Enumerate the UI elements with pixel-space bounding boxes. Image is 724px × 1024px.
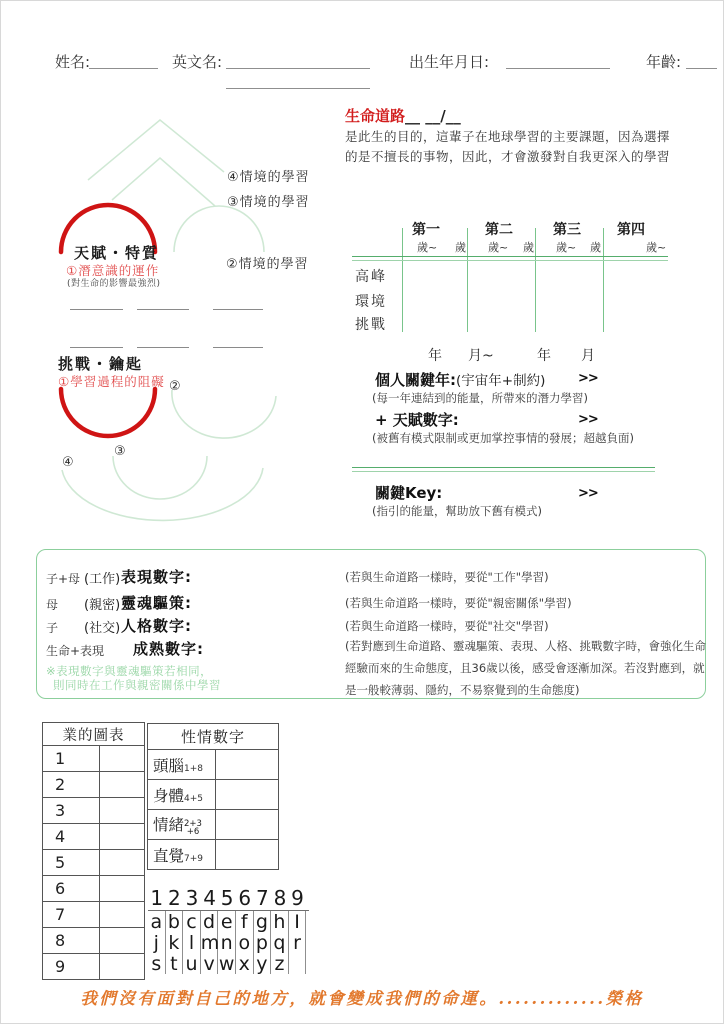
karma-chart-table <box>42 722 145 980</box>
personal-key-year-row <box>375 369 545 390</box>
expression-prefix: 子+母 <box>46 572 81 586</box>
temperament-body <box>148 780 216 810</box>
challenge-arc-4 <box>62 468 263 520</box>
letter-g: g <box>254 911 272 932</box>
grid-numbers-row <box>148 886 309 910</box>
letter-v: v <box>201 953 219 974</box>
letter-j: j <box>148 932 166 953</box>
karma-table-title: 業的圖表 <box>43 723 145 746</box>
letter-e: e <box>218 911 236 932</box>
personal-key-year-note: (每一年連結到的能量，所帶來的潛力學習) <box>372 391 588 405</box>
karma-row-9: 9 <box>43 954 100 980</box>
challenge-blank-2 <box>137 347 189 348</box>
karma-row-8: 8 <box>43 928 100 954</box>
age-to-1: 歲 <box>455 241 466 254</box>
age-from-4: 歲~ <box>646 241 667 254</box>
talent-trait-title: 天賦・特質 <box>74 244 160 262</box>
emotion-sub-top: 2+3 <box>184 819 202 829</box>
challenge-arc-3 <box>113 456 207 499</box>
letter-p: p <box>254 932 272 953</box>
challenge-key-title: 挑戰・鑰匙 <box>58 355 144 373</box>
month1-label: 月~ <box>468 348 494 364</box>
karma-cell-3 <box>100 798 145 824</box>
letter-y: y <box>254 953 272 974</box>
grid-num-9: 9 <box>291 886 304 910</box>
body-cell <box>216 780 279 810</box>
talent-blank-2 <box>137 309 189 310</box>
letter-number-grid <box>148 886 309 974</box>
age-to-2: 歲 <box>523 241 534 254</box>
letter-i: I <box>289 911 307 932</box>
pinnacle-col-1: 第一 <box>412 222 440 238</box>
pinnacle-col-2: 第二 <box>485 222 513 238</box>
mind-label: 頭腦 <box>153 756 185 775</box>
soul-urge-note: (若與生命道路一樣時，要從"親密關係"學習) <box>345 596 572 610</box>
age-from-3: 歲~ <box>556 241 577 254</box>
inner-chevron-line <box>112 158 215 206</box>
age-to-3: 歲 <box>590 241 601 254</box>
temperament-intuition <box>148 840 216 870</box>
emotion-label: 情緒 <box>153 816 185 834</box>
letter-z: z <box>271 953 289 974</box>
age-label: 年齡: <box>646 53 682 71</box>
karma-cell-4 <box>100 824 145 850</box>
grid-letters <box>148 911 309 974</box>
challenge-blank-1 <box>70 347 123 348</box>
english-name-label: 英文名: <box>172 53 223 71</box>
talent-number-note: (被舊有模式限制或更加掌控事情的發展；超越負面) <box>372 431 634 445</box>
life-path-title-row <box>345 105 461 126</box>
personal-key-year-arrows: >> <box>578 371 598 386</box>
letter-u: u <box>183 953 201 974</box>
birth-chart-diagram <box>0 0 380 560</box>
karma-cell-9 <box>100 954 145 980</box>
key-double-line-top <box>352 467 655 468</box>
name-label: 姓名: <box>55 53 91 71</box>
row-label-peak: 高峰 <box>355 269 387 285</box>
personal-key-year-paren: (宇宙年+制約) <box>456 373 546 389</box>
emotion-cell <box>216 810 279 840</box>
talent-number-title: + 天賦數字: <box>375 411 459 429</box>
table-double-line-bottom <box>352 260 668 261</box>
age-blank <box>686 68 717 69</box>
letter-empty <box>289 953 307 974</box>
challenge-num-4: ④ <box>62 455 74 470</box>
soul-urge-label: 靈魂驅策: <box>121 594 192 612</box>
table-vline-1 <box>402 228 403 332</box>
karma-row-6: 6 <box>43 876 100 902</box>
letter-h: h <box>271 911 289 932</box>
pinnacle-col-3: 第三 <box>553 222 581 238</box>
karma-row-5: 5 <box>43 850 100 876</box>
life-path-title: 生命道路 <box>345 107 406 125</box>
temperament-emotion <box>148 810 216 840</box>
personality-note: (若與生命道路一樣時，要從"社交"學習) <box>345 619 549 633</box>
challenge-blank-3 <box>213 347 263 348</box>
key-double-line-bottom <box>352 471 655 472</box>
birthdate-label: 出生年月日: <box>409 53 490 71</box>
box-footnote-1: ※表現數字與靈魂驅策若相同， <box>46 664 213 678</box>
grid-num-2: 2 <box>168 886 181 910</box>
context-learning-4-label: ④情境的學習 <box>227 170 310 185</box>
intuition-label: 直覺 <box>153 846 185 865</box>
key-title: 關鍵Key: <box>375 484 443 502</box>
emotion-sub-bottom: +6 <box>186 827 200 837</box>
life-path-desc-1: 是此生的目的，這輩子在地球學習的主要課題，因為選擇 <box>345 129 671 144</box>
year1-label: 年 <box>428 348 442 364</box>
personality-scope: (社交) <box>84 621 121 636</box>
talent-subtitle: ①潛意識的運作 <box>66 263 160 278</box>
letter-m: m <box>200 932 220 954</box>
talent-number-arrows: >> <box>578 412 598 427</box>
temperament-mind <box>148 750 216 780</box>
talent-blank-3 <box>213 309 263 310</box>
letter-t: t <box>166 953 184 974</box>
letter-f: f <box>236 911 254 932</box>
letter-a: a <box>148 911 166 932</box>
letter-d: d <box>201 911 219 932</box>
table-vline-3 <box>535 228 536 332</box>
emotion-sub <box>184 820 202 836</box>
letter-x: x <box>236 953 254 974</box>
year2-label: 年 <box>537 348 551 364</box>
grid-num-8: 8 <box>273 886 287 910</box>
soul-urge-scope: (親密) <box>84 598 121 613</box>
letter-o: o <box>236 932 254 953</box>
letter-k: k <box>166 932 184 953</box>
karma-row-4: 4 <box>43 824 100 850</box>
english-name-blank-2 <box>226 88 370 89</box>
grid-num-1: 1 <box>150 886 164 910</box>
table-vline-2 <box>467 228 468 332</box>
personal-key-year-title: 個人關鍵年: <box>375 371 456 389</box>
challenge-num-3: ③ <box>114 444 126 459</box>
month2-label: 月 <box>581 348 595 364</box>
expression-number-label: 表現數字: <box>121 568 192 586</box>
grid-num-3: 3 <box>185 886 199 910</box>
personality-number-label: 人格數字: <box>121 617 192 635</box>
mind-sub: 1+8 <box>184 763 204 774</box>
name-blank <box>89 68 158 69</box>
age-from-1: 歲~ <box>417 241 438 254</box>
challenge-num-2: ② <box>169 379 181 394</box>
row-label-environment: 環境 <box>355 294 387 310</box>
life-path-blanks: __ __/__ <box>405 107 461 125</box>
table-double-line-top <box>352 256 668 257</box>
context-learning-3-label: ③情境的學習 <box>227 195 310 210</box>
karma-cell-2 <box>100 772 145 798</box>
karma-cell-1 <box>100 746 145 772</box>
outer-chevron-line <box>88 120 224 180</box>
table-vline-4 <box>603 228 604 332</box>
karma-row-2: 2 <box>43 772 100 798</box>
maturity-note: (若對應到生命道路、靈魂驅策、表現、人格、挑戰數字時，會強化生命經驗而來的生命態度，且36歲以後，感受會逐漸加深。若沒對應到，就是一般較薄弱、隱約，不易察覺到的生命態度) <box>345 639 706 697</box>
karma-cell-7 <box>100 902 145 928</box>
context-learning-2-label: ②情境的學習 <box>226 257 309 272</box>
karma-row-7: 7 <box>43 902 100 928</box>
talent-note: (對生命的影響最強烈) <box>67 279 161 289</box>
jung-quote: 我們沒有面對自己的地方，就會變成我們的命運。.............榮格 <box>80 989 644 1008</box>
karma-row-1: 1 <box>43 746 100 772</box>
letter-b: b <box>166 911 184 932</box>
letter-s: s <box>148 953 166 974</box>
life-path-desc-2: 的是不擅長的事物，因此，才會激發對自我更深入的學習 <box>345 149 671 164</box>
temperament-title: 性情數字 <box>148 724 279 750</box>
letter-r: r <box>289 932 307 953</box>
english-name-blank <box>226 68 370 69</box>
key-arrows: >> <box>578 486 598 501</box>
pinnacle-col-4: 第四 <box>617 222 645 238</box>
body-sub: 4+5 <box>184 793 204 804</box>
challenge-subtitle: ①學習過程的阻礙 <box>58 374 165 389</box>
letter-c: c <box>183 911 201 932</box>
karma-cell-6 <box>100 876 145 902</box>
grid-num-5: 5 <box>220 886 234 910</box>
mind-cell <box>216 750 279 780</box>
grid-num-7: 7 <box>255 886 269 910</box>
soul-urge-prefix: 母 <box>46 598 59 612</box>
age-from-2: 歲~ <box>488 241 509 254</box>
box-footnote-2: 則同時在工作與親密關係中學習 <box>53 678 221 692</box>
personality-prefix: 子 <box>46 621 59 635</box>
karma-cell-8 <box>100 928 145 954</box>
context2-top-arc <box>174 206 264 252</box>
grid-num-6: 6 <box>238 886 252 910</box>
grid-num-4: 4 <box>203 886 216 910</box>
body-label: 身體 <box>153 786 185 805</box>
talent-blank-1 <box>70 309 123 310</box>
karma-row-3: 3 <box>43 798 100 824</box>
temperament-table <box>147 723 279 870</box>
letter-q: q <box>271 932 289 953</box>
letter-l: l <box>183 932 201 953</box>
maturity-number-label: 成熟數字: <box>133 640 204 658</box>
intuition-sub: 7+9 <box>184 853 204 864</box>
expression-note: (若與生命道路一樣時，要從"工作"學習) <box>345 570 549 584</box>
letter-w: w <box>218 953 235 975</box>
expression-scope: (工作) <box>84 572 121 587</box>
challenge-red-arc <box>61 389 155 436</box>
row-label-challenge: 挑戰 <box>355 317 387 333</box>
birthdate-blank <box>506 68 610 69</box>
karma-cell-5 <box>100 850 145 876</box>
intuition-cell <box>216 840 279 870</box>
challenge-arc-2 <box>172 390 276 438</box>
letter-n: n <box>218 932 236 953</box>
key-note: (指引的能量，幫助放下舊有模式) <box>372 504 542 518</box>
maturity-prefix: 生命+表現 <box>46 644 105 658</box>
